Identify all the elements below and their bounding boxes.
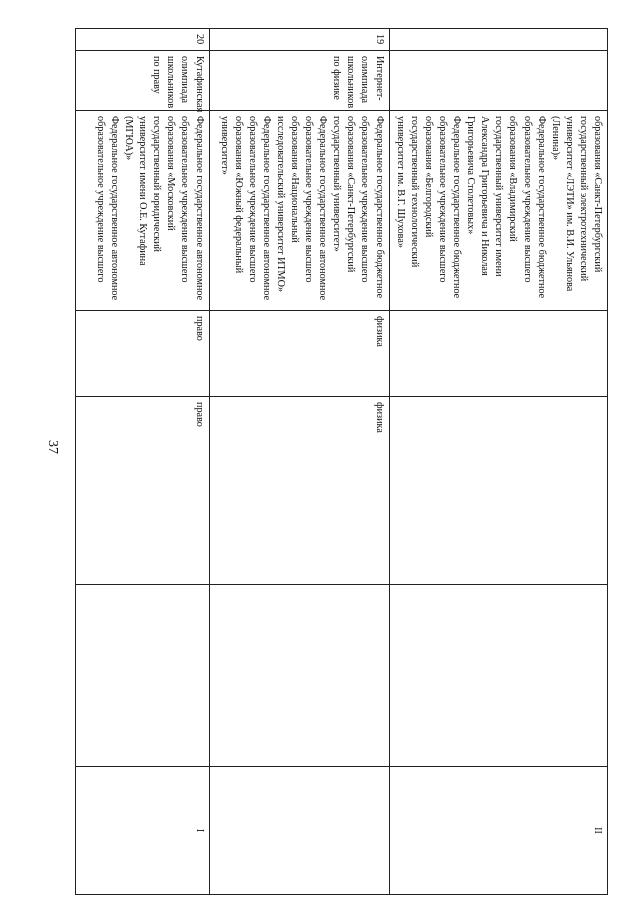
profile-cell	[389, 311, 607, 397]
table-row	[75, 29, 209, 895]
olympiad-table	[75, 28, 608, 895]
organizer-text: Федеральное государственное автономное образовательное учреждение высшего образования «Южный федеральный университет»	[218, 116, 272, 301]
organizers-cell	[389, 111, 607, 311]
row-number-cell: 19	[209, 29, 389, 51]
empty-cell	[209, 585, 389, 767]
organizer-text: Федеральное государственное бюджетное образовательное учреждение высшего образования «Белгородский государственный технологический университет им. В.Г. Шухова»	[394, 116, 463, 299]
organizer-text: Федеральное государственное автономное образовательное учреждение высшего	[94, 116, 121, 301]
subject-cell: право	[75, 397, 209, 585]
organizer-text: Федеральное государственное бюджетное образовательное учреждение высшего образования «Санкт-Петербургский государственный университет»	[331, 116, 385, 299]
profile-cell: физика	[209, 311, 389, 397]
organizer-text: образования «Санкт-Петербургский государственный электротехнический университет «ЛЭТИ» им. В.И. Ульянова (Ленина)»	[549, 116, 603, 292]
empty-cell	[389, 585, 607, 767]
organizers-cell	[75, 111, 209, 311]
subject-cell: физика	[209, 397, 389, 585]
profile-cell: право	[75, 311, 209, 397]
page-number: 37	[45, 440, 60, 454]
level-cell: II	[389, 767, 607, 895]
level-cell: I	[75, 767, 209, 895]
subject-cell	[389, 397, 607, 585]
table-row	[209, 29, 389, 895]
olympiad-name-cell: Интернет-олимпиада школьников по физике	[209, 51, 389, 111]
table-row	[389, 29, 607, 895]
empty-cell	[75, 585, 209, 767]
olympiad-name-cell: Кутафинская олимпиада школьников по праву	[75, 51, 209, 111]
organizer-text: Федеральное государственное автономное образовательное учреждение высшего образования «Московский государственный юридический университет имени О.Е. Кутафина (МГЮА)»	[123, 116, 205, 301]
organizer-text: Федеральное государственное бюджетное образовательное учреждение высшего образования «Владимирский государственный университет имени Александра Григорьевича и Николая Григорьевича Столетовых»	[465, 116, 547, 299]
organizers-cell	[209, 111, 389, 311]
table-viewport	[94, 28, 608, 894]
row-number-cell: 20	[75, 29, 209, 51]
olympiad-name-cell	[389, 51, 607, 111]
level-cell	[209, 767, 389, 895]
organizer-text: Федеральное государственное автономное образовательное учреждение высшего образования «Национальный исследовательский университет ИТМО»	[274, 116, 329, 301]
row-number-cell	[389, 29, 607, 51]
